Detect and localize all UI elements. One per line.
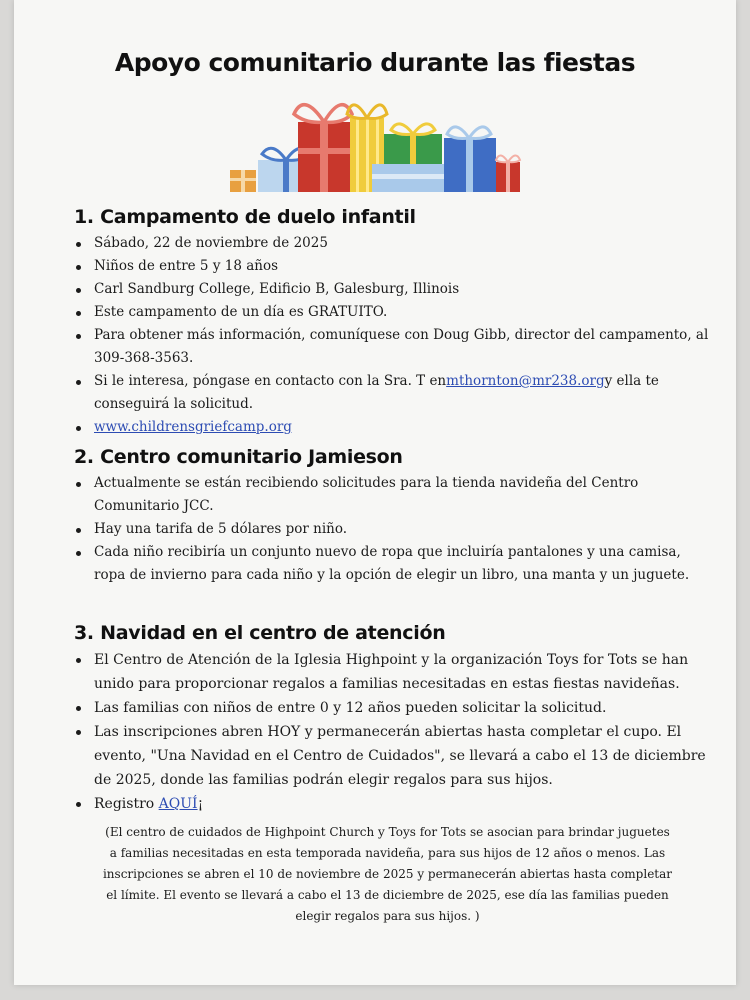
email-link[interactable]: mthornton@mr238.org	[446, 373, 605, 389]
section-community-center	[74, 446, 714, 587]
register-link[interactable]: AQUÍ	[158, 796, 198, 812]
register-text: ¡	[197, 796, 204, 812]
list-item: El Centro de Atención de la Iglesia Highpoint y la organización Toys for Tots se han unido para proporcionar regalos a familias necesitadas en estas fiestas navideñas.	[74, 648, 714, 696]
section-heading: 3. Navidad en el centro de atención	[74, 622, 446, 644]
bullet-list	[74, 472, 714, 587]
section-christmas-care-center	[74, 622, 714, 816]
contact-text: Si le interesa, póngase en contacto con la Sra. T en	[94, 373, 447, 389]
stack-of-wrapped-gifts-icon	[226, 92, 522, 196]
list-item: Hay una tarifa de 5 dólares por niño.	[74, 518, 714, 541]
list-item: Las inscripciones abren HOY y permanecerán abiertas hasta completar el cupo. El evento, "Una Navidad en el Centro de Cuidados", se llevará a cabo el 13 de diciembre de 2025, donde las familias podrán elegir regalos para sus hijos.	[74, 720, 714, 792]
list-item-website	[74, 416, 714, 439]
bullet-list	[74, 648, 714, 816]
list-item: Sábado, 22 de noviembre de 2025	[74, 232, 714, 255]
contact-text: y ella te conseguirá la solicitud.	[94, 373, 659, 412]
list-item: Niños de entre 5 y 18 años	[74, 255, 714, 278]
list-item: Actualmente se están recibiendo solicitudes para la tienda navideña del Centro Comunitario JCC.	[74, 472, 714, 518]
website-link[interactable]: www.childrensgriefcamp.org	[94, 419, 292, 435]
list-item: Cada niño recibiría un conjunto nuevo de ropa que incluiría pantalones y una camisa, ropa de invierno para cada niño y la opción de elegir un libro, una manta y un juguete.	[74, 541, 714, 587]
bullet-list	[74, 232, 714, 439]
list-item: Las familias con niños de entre 0 y 12 años pueden solicitar la solicitud.	[74, 696, 714, 720]
section-grief-camp	[74, 206, 714, 439]
register-text: Registro	[94, 796, 159, 812]
list-item: Carl Sandburg College, Edificio B, Galesburg, Illinois	[74, 278, 714, 301]
list-item: Para obtener más información, comuníquese con Doug Gibb, director del campamento, al 309-368-3563.	[74, 324, 714, 370]
section-heading: 2. Centro comunitario Jamieson	[74, 446, 403, 468]
footnote: (El centro de cuidados de Highpoint Church y Toys for Tots se asocian para brindar juguetes a familias necesitadas en esta temporada navideña, para sus hijos de 12 años o menos. Las inscripciones se abren el 10 de noviembre de 2025 y permanecerán abiertas hasta completar el límite. El evento se llevará a cabo el 13 de diciembre de 2025, ese día las familias pueden elegir regalos para sus hijos. )	[102, 825, 673, 923]
list-item: Este campamento de un día es GRATUITO.	[74, 301, 714, 324]
page-title: Apoyo comunitario durante las fiestas	[114, 48, 636, 77]
list-item-contact	[74, 370, 714, 416]
section-heading: 1. Campamento de duelo infantil	[74, 206, 416, 228]
list-item-register	[74, 792, 714, 816]
